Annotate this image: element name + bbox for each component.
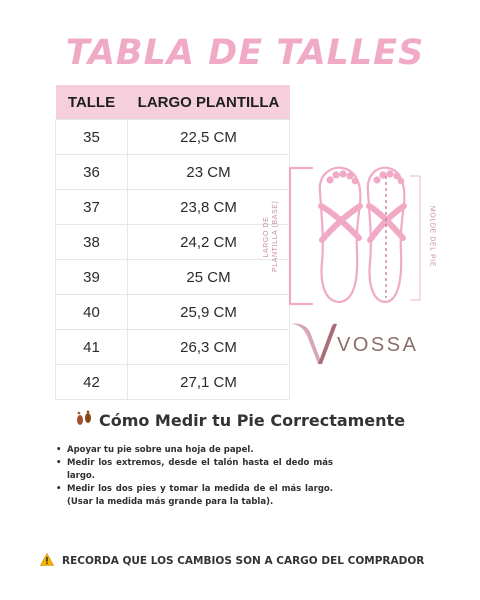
warning-icon (40, 553, 54, 566)
table-row (56, 120, 290, 155)
how-to-heading (0, 410, 480, 430)
size-cell: 35 (56, 120, 128, 155)
list-item: • Medir los dos pies y tomar la medida de el más largo. (Usar la medida más grande para la tabla). (53, 483, 333, 509)
list-item: • Apoyar tu pie sobre una hoja de papel. (53, 444, 333, 457)
size-cell: 42 (56, 365, 128, 400)
length-cell: 22,5 CM (128, 120, 290, 155)
length-cell: 23,8 CM (128, 190, 290, 225)
length-cell: 25 CM (128, 260, 290, 295)
length-cell: 24,2 CM (128, 225, 290, 260)
insole-length-label (262, 202, 280, 272)
steps-list (53, 444, 333, 509)
insole-length-label-line2: PLANTILLA (BASE) (272, 200, 279, 272)
size-cell: 40 (56, 295, 128, 330)
footprints-icon (75, 410, 93, 428)
size-table (55, 85, 290, 400)
table-row (56, 190, 290, 225)
length-cell: 23 CM (128, 155, 290, 190)
table-row (56, 225, 290, 260)
brand-name: VOSSA (337, 334, 419, 356)
table-row (56, 365, 290, 400)
table-row (56, 260, 290, 295)
table-header-row (56, 85, 290, 120)
length-cell: 27,1 CM (128, 365, 290, 400)
size-cell: 38 (56, 225, 128, 260)
size-cell: 37 (56, 190, 128, 225)
table-row (56, 330, 290, 365)
sandal-illustration (260, 162, 440, 312)
warning-note (40, 553, 460, 567)
how-to-title: Cómo Medir tu Pie Correctamente (98, 411, 406, 430)
header-talle: TALLE (56, 85, 128, 120)
table-row (56, 295, 290, 330)
header-largo-plantilla: LARGO PLANTILLA (128, 85, 290, 120)
page-title: TABLA DE TALLES (65, 33, 425, 73)
size-cell: 41 (56, 330, 128, 365)
length-cell: 26,3 CM (128, 330, 290, 365)
table-row (56, 155, 290, 190)
warning-text: RECORDA QUE LOS CAMBIOS SON A CARGO DEL COMPRADOR (62, 555, 425, 567)
size-cell: 36 (56, 155, 128, 190)
length-cell: 25,9 CM (128, 295, 290, 330)
insole-length-label-line1: LARGO DE (263, 216, 270, 258)
list-item: • Medir los extremos, desde el talón hasta el dedo más largo. (53, 457, 333, 483)
size-cell: 39 (56, 260, 128, 295)
foot-mold-label: MOLDE DEL PIE (428, 205, 436, 268)
